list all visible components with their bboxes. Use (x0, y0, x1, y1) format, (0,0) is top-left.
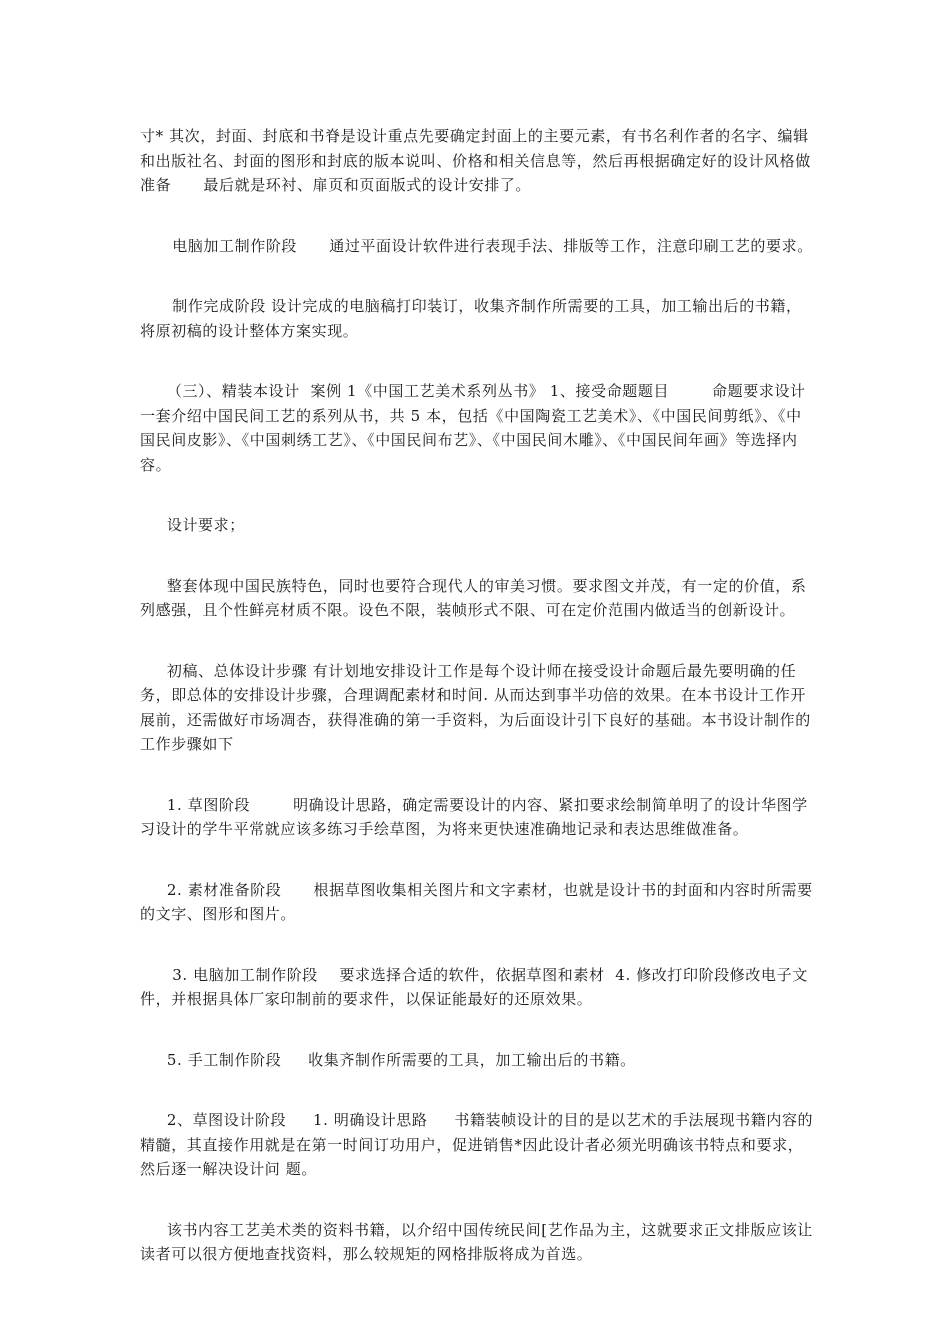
document-body (140, 124, 815, 1303)
paragraph: （三）、精装本设计 案例 1《中国工艺美术系列丛书》 1、接受命题题目 命题要求设计一套介绍中国民间工艺的系列从书，共 5 本，包括《中国陶瓷工艺美术》、《中国民间剪纸》、《中国民间皮影》、《中国刺绣工艺》、《中国民间布艺》、《中国民间木雕》、《中国民间年画》等选择内容。 (140, 382, 806, 474)
paragraph: 2. 素材准备阶段 根据草图收集相关图片和文字素材，也就是设计书的封面和内容时所需要的文字、图形和图片。 (140, 880, 813, 923)
paragraph: 该书内容工艺美术类的资料书籍，以介绍中国传统民间[艺作品为主，这就要求正文排版应该让读者可以很方便地查找资料，那么较规矩的网格排版将成为首选。 (140, 1220, 813, 1263)
paragraph: 制作完成阶段 设计完成的电脑稿打印装订，收集齐制作所需要的工具，加工输出后的书籍，将原初稿的设计整体方案实现。 (140, 297, 802, 340)
paragraph: 整套体现中国民族特色，同时也要符合现代人的审美习惯。要求图文并茂，有一定的价值，系列感强，且个性鲜亮材质不限。设色不限，装帧形式不限、可在定价范围内做适当的创新设计。 (140, 576, 807, 619)
paragraph: 电脑加工制作阶段 通过平面设计软件进行表现手法、排版等工作，注意印刷工艺的要求。 (140, 236, 813, 255)
paragraph: 寸* 其次，封面、封底和书脊是设计重点先要确定封面上的主要元素，有书名利作者的名字、编辑和出版社名、封面的图形和封底的版本说叫、价格和相关信息等，然后再根据确定好的设计风格做准备 最后就是环衬、扉页和页面版式的设计安排了。 (140, 127, 811, 194)
paragraph: 3. 电脑加工制作阶段 要求选择合适的软件，依据草图和素材 4. 修改打印阶段修改电子文件，并根据具体厂家印制前的要求件，以保证能最好的还原效果。 (140, 965, 808, 1008)
paragraph: 5. 手工制作阶段 收集齐制作所需要的工具，加工输出后的书籍。 (140, 1050, 636, 1069)
paragraph: 2、草图设计阶段 1. 明确设计思路 书籍装帧设计的目的是以艺术的手法展现书籍内容的精髓，其直接作用就是在第一时间订功用户，促进销售*因此设计者必须光明确该书特点和要求，然后逐一解决设计问 题。 (140, 1111, 814, 1178)
paragraph: 1. 草图阶段 明确设计思路，确定需要设计的内容、紧扣要求绘制简单明了的设计华图学习设计的学牛平常就应该多练习手绘草图，为将来更快速准确地记录和表达思维做准备。 (140, 795, 808, 838)
paragraph: 设计要求； (140, 516, 245, 534)
paragraph: 初稿、总体设计步骤 有计划地安排设计工作是每个设计师在接受设计命题后最先要明确的任务，即总体的安排设计步骤，合理调配素材和时间. 从而达到事半功倍的效果。在本书设计工作开展前，还需做好市场凋杏，获得准确的第一手资料，为后面设计引下良好的基础。本书设计制作的工作步骤如下 (140, 661, 811, 753)
